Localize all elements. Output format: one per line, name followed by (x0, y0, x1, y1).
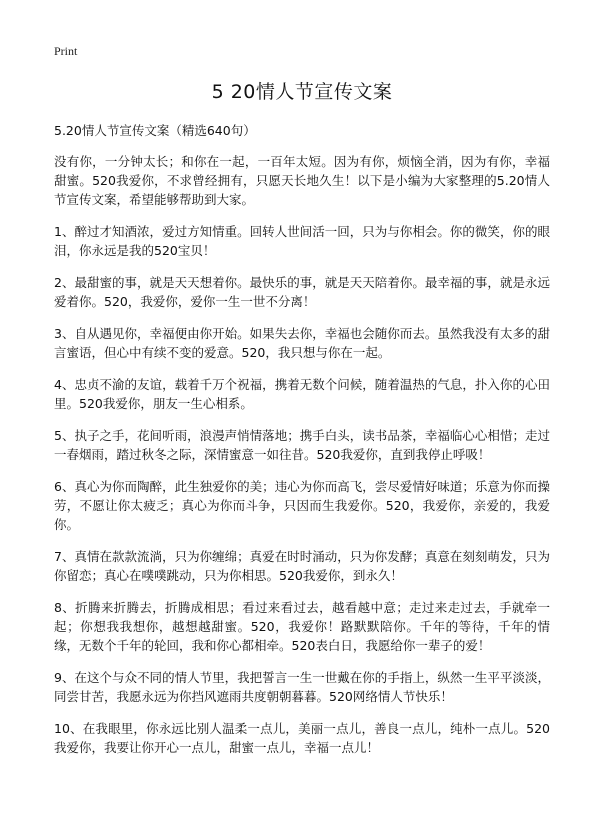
document-title: 5 20情人节宣传文案 (211, 81, 393, 103)
list-item-4: 4、忠贞不渝的友谊，载着千万个祝福，携着无数个问候，随着温热的气息，扑入你的心田里。520我爱你，朋友一生心相系。 (54, 377, 550, 411)
intro-paragraph: 没有你，一分钟太长；和你在一起，一百年太短。因为有你，烦恼全消，因为有你，幸福甜蜜。520我爱你，不求曾经拥有，只愿天长地久生！以下是小编为大家整理的5.20情人节宣传文案，希望能够帮助到大家。 (54, 154, 550, 207)
list-item-8: 8、折腾来折腾去，折腾成相思；看过来看过去，越看越中意；走过来走过去，手就牵一起；你想我我想你，越想越甜蜜。520，我爱你！路默默陪你。千年的等待，千年的情缘，无数个千年的轮回，我和你心都相牵。520表白日，我愿给你一辈子的爱！ (54, 600, 550, 653)
list-item-3: 3、自从遇见你，幸福便由你开始。如果失去你，幸福也会随你而去。虽然我没有太多的甜言蜜语，但心中有续不变的爱意。520，我只想与你在一起。 (54, 326, 550, 360)
list-item-1: 1、醉过才知酒浓，爱过方知情重。回转人世间活一回，只为与你相会。你的微笑，你的眼泪，你永远是我的520宝贝！ (54, 224, 550, 258)
print-label: Print (54, 44, 78, 58)
list-item-7: 7、真情在款款流淌，只为你缠绵；真爱在时时涌动，只为你发酵；真意在刻刻萌发，只为你留恋；真心在噗噗跳动，只为你相思。520我爱你，到永久！ (54, 549, 550, 583)
list-item-9: 9、在这个与众不同的情人节里，我把誓言一生一世戴在你的手指上，纵然一生平平淡淡，同尝甘苦，我愿永远为你挡风遮雨共度朝朝暮暮。520网络情人节快乐！ (54, 670, 550, 704)
list-item-6: 6、真心为你而陶醉，此生独爱你的美；违心为你而高飞，尝尽爱情好味道；乐意为你而操劳，不愿让你太疲乏；真心为你而斗争，只因而生我爱你。520，我爱你，亲爱的，我爱你。 (54, 479, 550, 532)
list-item-2: 2、最甜蜜的事，就是天天想着你。最快乐的事，就是天天陪着你。最幸福的事，就是永远爱着你。520，我爱你，爱你一生一世不分离！ (54, 275, 550, 309)
document-subtitle: 5.20情人节宣传文案（精选640句） (54, 123, 256, 138)
list-item-5: 5、执子之手，花间听雨，浪漫声悄情落地；携手白头，读书品茶，幸福临心心相惜；走过一春烟雨，踏过秋冬之际，深情蜜意一如往昔。520我爱你，直到我停止呼吸！ (54, 428, 550, 462)
list-item-10: 10、在我眼里，你永远比别人温柔一点儿，美丽一点儿，善良一点儿，纯朴一点儿。520我爱你，我要让你开心一点儿，甜蜜一点儿，幸福一点儿！ (54, 721, 550, 755)
